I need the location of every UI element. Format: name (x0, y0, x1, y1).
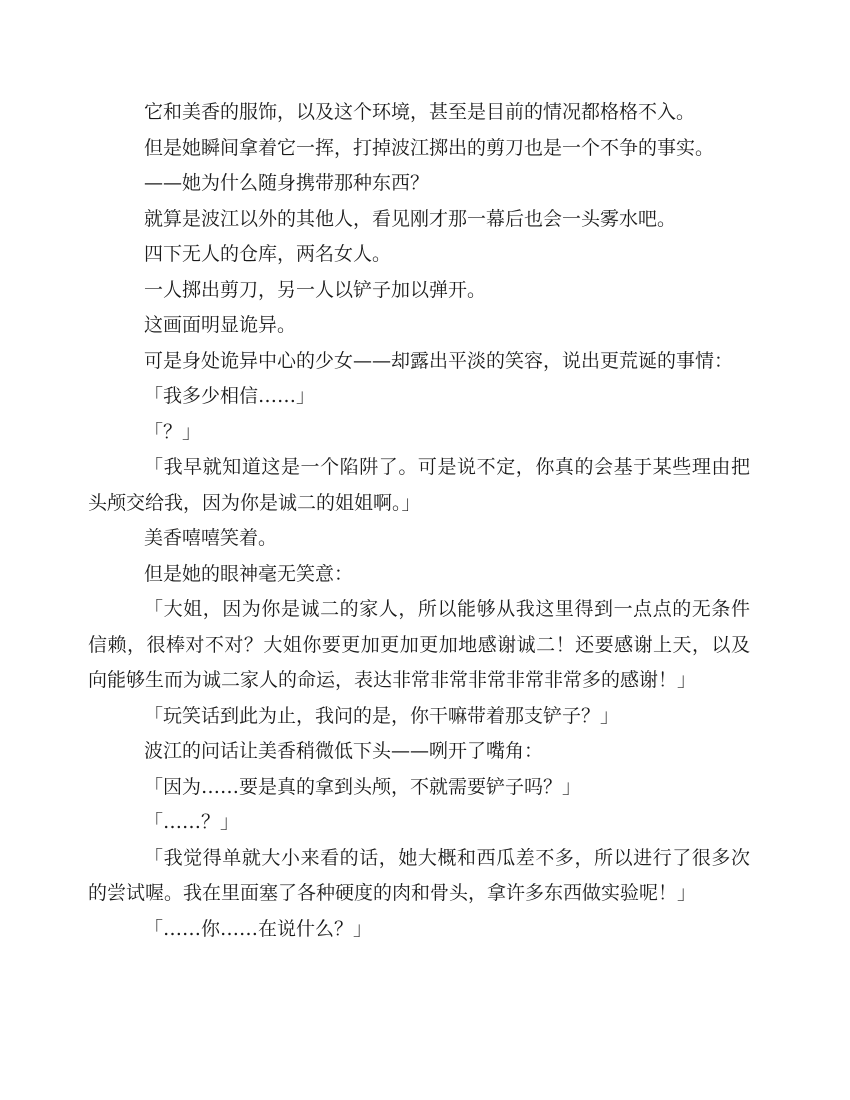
paragraph: 可是身处诡异中心的少女——却露出平淡的笑容，说出更荒诞的事情： (144, 349, 734, 372)
dialogue-line: 「玩笑话到此为止，我问的是，你干嘛带着那支铲子？」 (144, 704, 620, 727)
dialogue-line: 「……你……在说什么？」 (144, 917, 373, 940)
paragraph: 波江的问话让美香稍微低下头——咧开了嘴角： (144, 740, 544, 762)
document-page (88, 95, 750, 947)
paragraph: 就算是波江以外的其他人，看见刚才那一幕后也会一头雾水吧。 (144, 207, 677, 230)
dialogue-line: 「大姐，因为你是诚二的家人，所以能够从我这里得到一点点的无条件信赖，很棒对不对？大姐你要更加更加更加地感谢诚二！还要感谢上天，以及向能够生而为诚二家人的命运，表达非常非常非常非常非常多的感谢！」 (88, 598, 750, 691)
dialogue-line: 「……？」 (144, 811, 240, 833)
paragraph: 一人掷出剪刀，另一人以铲子加以弹开。 (144, 278, 487, 301)
paragraph: 但是她瞬间拿着它一挥，打掉波江掷出的剪刀也是一个不争的事实。 (144, 136, 715, 159)
dialogue-line: 「？」 (144, 420, 202, 443)
dialogue-line: 「我觉得单就大小来看的话，她大概和西瓜差不多，所以进行了很多次的尝试喔。我在里面塞了各种硬度的肉和骨头，拿许多东西做实验呢！」 (88, 846, 750, 904)
dialogue-line: 「我多少相信……」 (144, 385, 316, 407)
dialogue-line: 「我早就知道这是一个陷阱了。可是说不定，你真的会基于某些理由把头颅交给我，因为你是诚二的姐姐啊。」 (88, 456, 750, 514)
paragraph: 但是她的眼神毫无笑意： (144, 562, 354, 585)
paragraph: ——她为什么随身携带那种东西？ (144, 172, 430, 194)
paragraph: 美香嘻嘻笑着。 (144, 527, 278, 549)
paragraph: 它和美香的服饰，以及这个环境，甚至是目前的情况都格格不入。 (144, 101, 696, 123)
paragraph: 这画面明显诡异。 (144, 314, 297, 336)
dialogue-line: 「因为……要是真的拿到头颅，不就需要铲子吗？」 (144, 775, 582, 798)
paragraph: 四下无人的仓库，两名女人。 (144, 243, 392, 265)
